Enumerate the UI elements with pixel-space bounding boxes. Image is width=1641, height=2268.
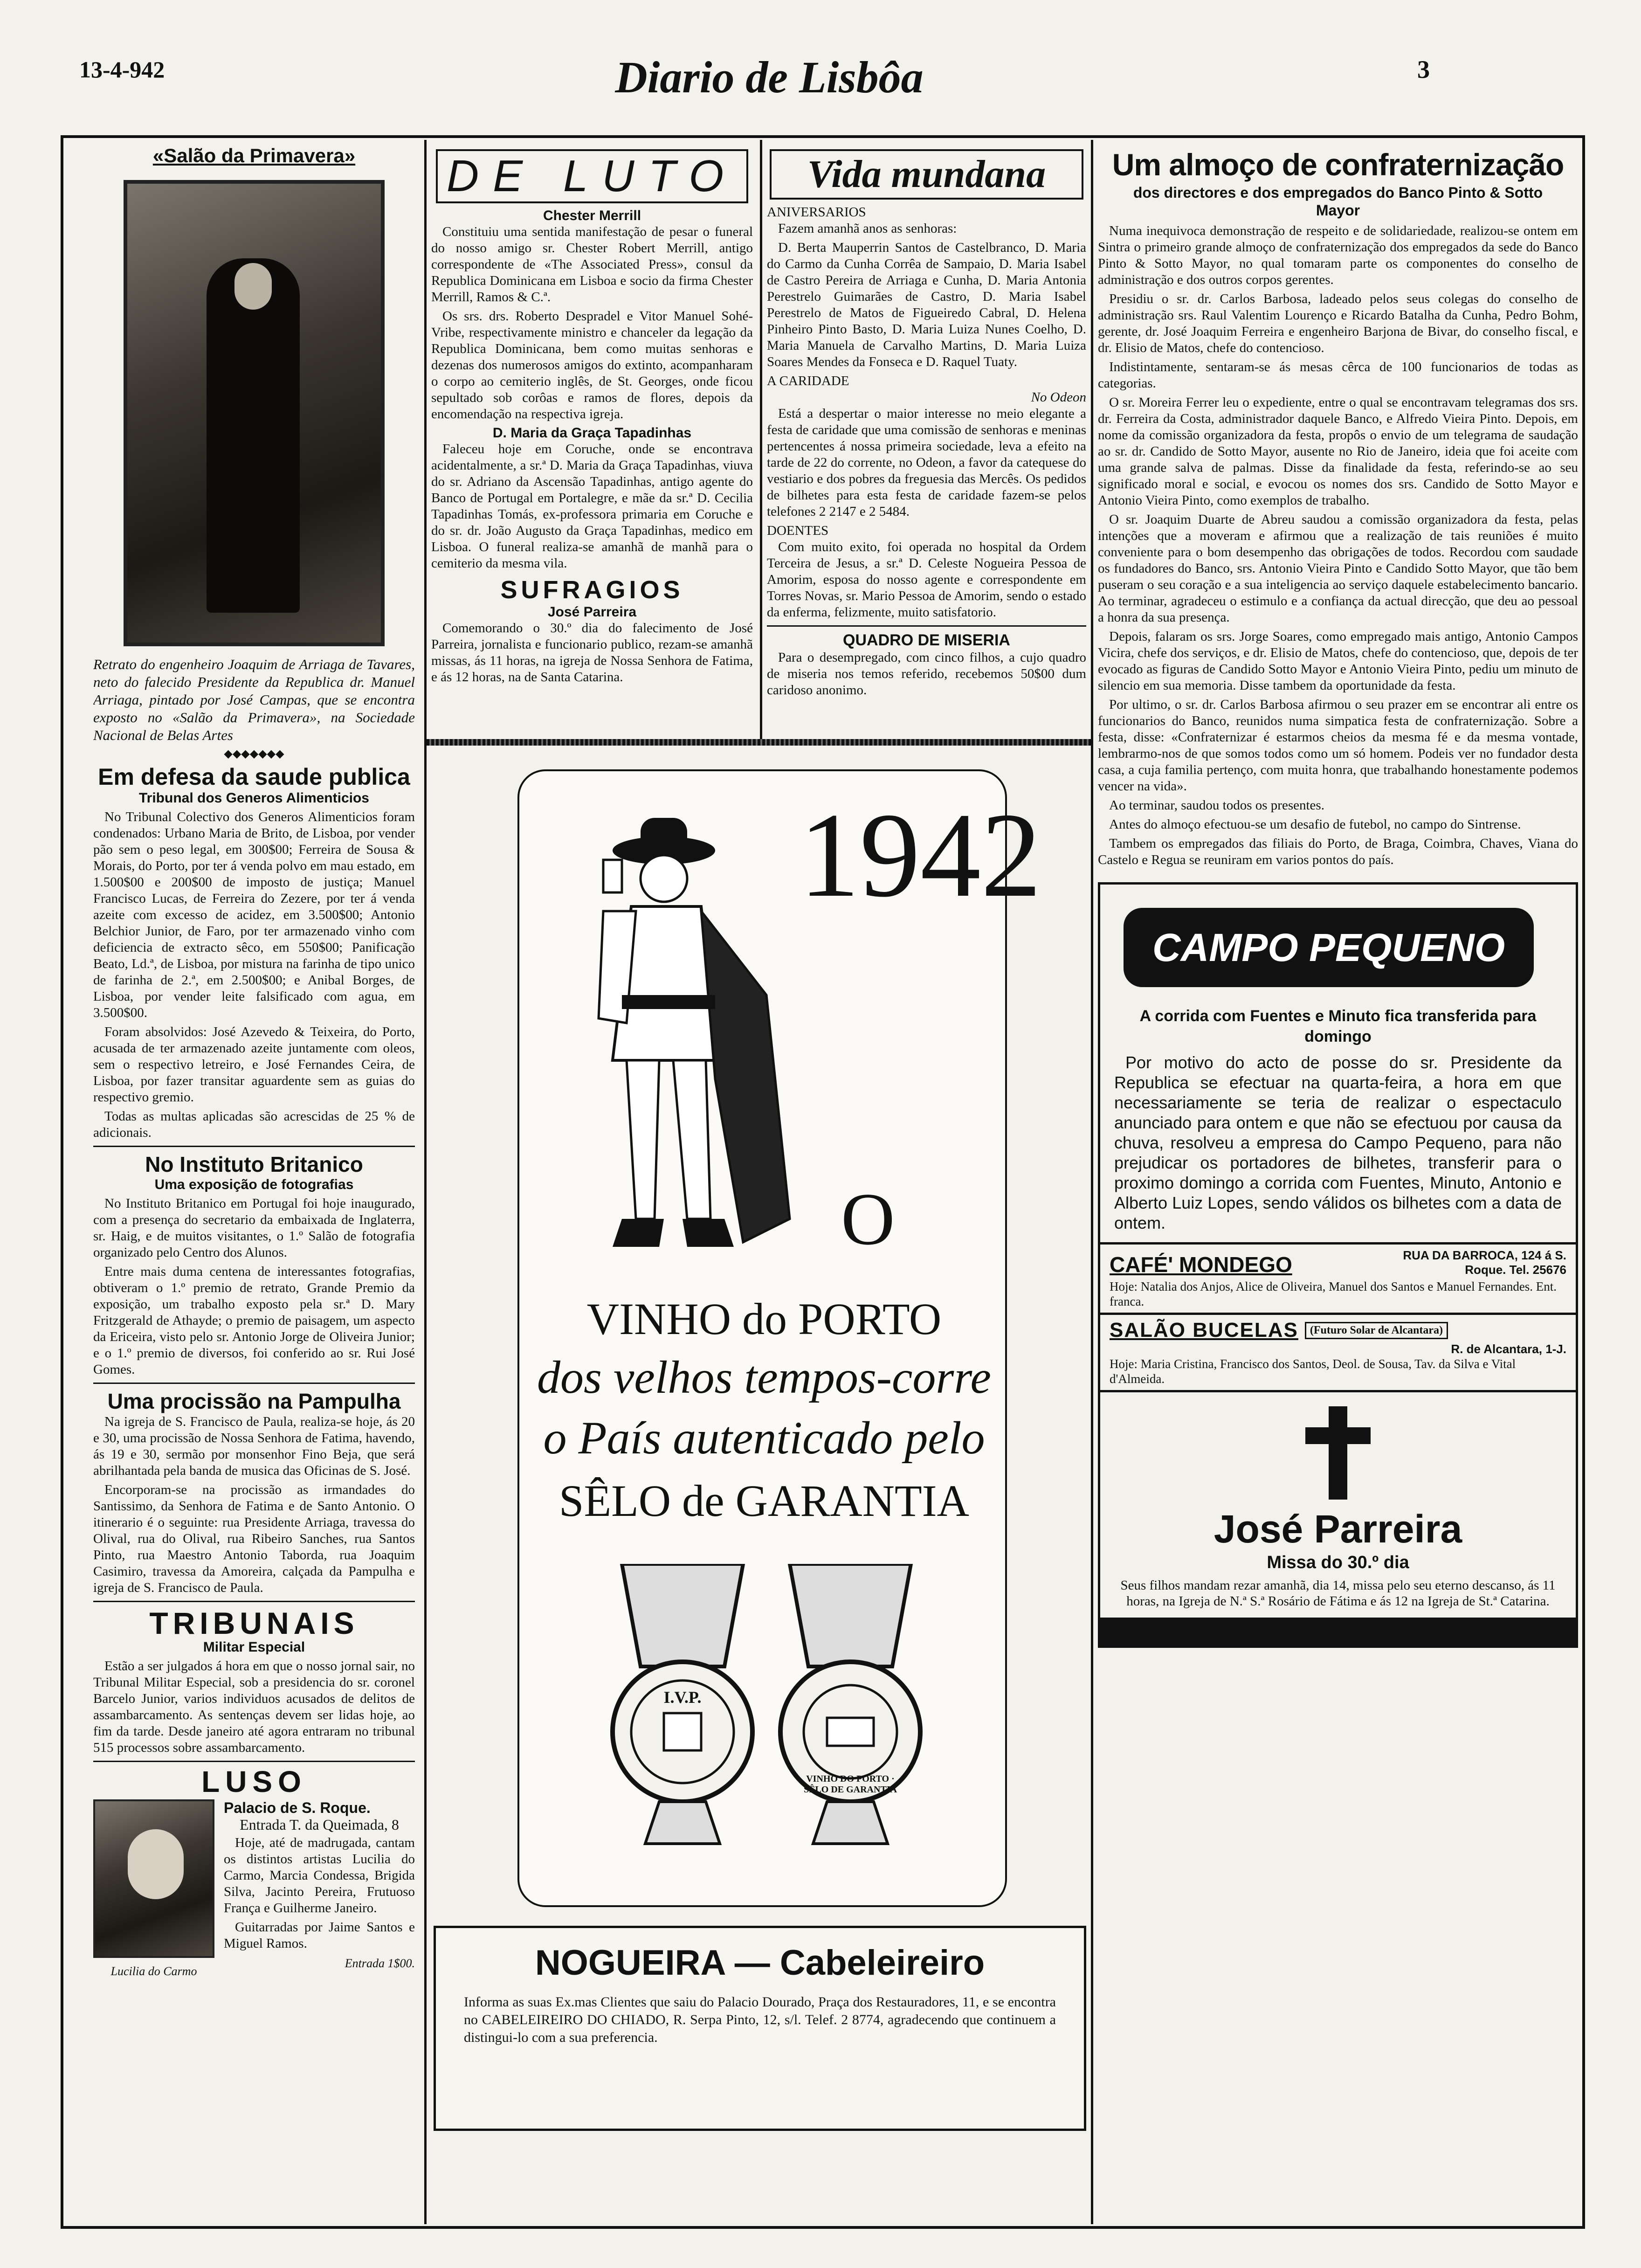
nogueira-ad — [434, 1926, 1086, 2131]
procissao-heading: Uma procissão na Pampulha — [107, 1389, 401, 1413]
luso-photo-caption: Lucilia do Carmo — [110, 1964, 197, 1978]
luto-heading: DE LUTO — [436, 149, 748, 203]
saude-paragraph: No Tribunal Colectivo dos Generos Alimenticios foram condenados: Urbano Maria de Brito, de Lisboa, por vender pão sem o peso legal, em 300$00; Ferreira de Sousa & Morais, do Porto, por ter á venda polvo em mau estado, em 1.500$00 e 200$00 de imposto de justiça; Manuel Francisco Lucas, de Ferreira do Zezere, por ter á venda azeite com excesso de acidez, em 3.500$00; Antonio Belchior Junior, de Faro, por ter armazenado vinho com deficiencia de extracto sêco, em 550$00; Panificação Beato, Ld.ª, de Lisboa, por mistura na farinha de tipo unico de farinha de 2.ª, em 2.500$00; e Anibal Borges, de Lisboa, por vender leite falsificado com agua, em 3.500$00. — [93, 809, 415, 1020]
corrida-heading: A corrida com Fuentes e Minuto fica transferida para domingo — [1139, 1007, 1537, 1045]
almoco-subheading: dos directores e dos empregados do Banco Pinto & Sotto Mayor — [1133, 184, 1543, 219]
sufragios-heading: SUFRAGIOS — [500, 576, 684, 604]
campo-pequeno-logo: CAMPO PEQUENO — [1124, 908, 1534, 987]
divider — [93, 1383, 415, 1384]
bucelas-text: Hoje: Maria Cristina, Francisco dos Santos, Deol. de Sousa, Tav. da Silva e Vital d'Almeida. — [1110, 1357, 1516, 1386]
luso-venue: Palacio de S. Roque. — [224, 1799, 371, 1816]
bucelas-address: R. de Alcantara, 1-J. — [1451, 1342, 1566, 1356]
ad-line-1: VINHO do PORTO — [586, 1294, 942, 1344]
procissao-paragraph: Encorporam-se na procissão as irmandades do Santissimo, da Senhora de Fatima e de Santo Antonio. O itinerario é o seguinte: rua Presidente Arriaga, travessa do Olival, rua do Olival, rua Ribeiro Sanches, rua Santos Pinto, rua Maestro Antonio Taborda, rua Joaquim Casimiro, travessa da Amoreira, calçada da Pampulha e igreja de S. Francisco de Paula. — [93, 1482, 415, 1595]
luso-entry: Entrada T. da Queimada, 8 — [240, 1816, 399, 1833]
saude-paragraph: Todas as multas aplicadas são acrescidas de 25 % de adicionais. — [93, 1109, 415, 1140]
almoco-paragraph: Presidiu o sr. dr. Carlos Barbosa, ladeado pelos seus colegas do conselho de administração srs. Raul Valentim Lourenço e Ricardo Batalha da Cunha, Pedro Bohm, gerente, dr. José Joaquim Ferreira e engenheiro Barjona de Bivar, do conselho fiscal, e dr. Elisio de Matos, chefe do contencioso. — [1098, 291, 1578, 355]
saude-paragraph: Foram absolvidos: José Azevedo & Teixeira, do Porto, acusada de ter armazenado azeite juntamente com oleos, sem o respectivo letreiro, e José Fernandes Ceira, de Lisboa, por fazer transitar aguardente sem as guias do respectivo gremio. — [93, 1024, 415, 1105]
parreira-text: Seus filhos mandam rezar amanhã, dia 14, missa pelo seu eterno descanso, ás 11 horas, na Igreja de N.ª S.ª Rosário de Fátima e ás 12 na Igreja de St.ª Catarina. — [1120, 1578, 1556, 1609]
tapadinhas-paragraph: Faleceu hoje em Coruche, onde se encontrava acidentalmente, a sr.ª D. Maria da Graça Tapadinhas, viuva do sr. Adriano da Ascensão Tapadinhas, antigo agente do Banco de Portugal em Portalegre, e mãe da sr.ª D. Cecilia Tapadinhas Tomás, ex-professora primaria em Coruche e do sr. dr. João Augusto da Graça Tapadinhas, medico em Lisboa. O funeral realiza-se amanhã de manhã para o cemiterio da mesma vila. — [431, 442, 753, 571]
mourning-bar — [1100, 1618, 1576, 1646]
ad-line-4: SÊLO de GARANTIA — [559, 1476, 969, 1526]
divider — [767, 625, 1086, 627]
almoco-paragraph: O sr. Joaquim Duarte de Abreu saudou a comissão organizadora da festa, pelas intenções que a moveram e afirmou que a realização de tais reuniões é muito conveniente para o bom desempenho das obrigações de todos. Recordou com saudade os fundadores do Banco, srs. Antonio Vieira Pinto e Candido Sotto Mayor, que tão bem puseram o seu coração e a sua inteligencia ao serviço daquele estabelecimento bancario. Ao terminar, agradeceu o estimulo e a confiança da actual direcção, que deu ao pessoal a honra da sua presença. — [1098, 512, 1578, 625]
newspaper-title: Diario de Lisbôa — [615, 52, 924, 102]
ad-big-o: O — [841, 1177, 895, 1260]
luso-photo — [93, 1799, 214, 1958]
mondego-address: RUA DA BARROCA, 124 á S. Roque. Tel. 25676 — [1403, 1248, 1566, 1277]
britanico-paragraph: Entre mais duma centena de interessantes fotografias, obtiveram o 1.º premio de retrato, Grande Premio da exposição, um trabalho exposto pela sr.ª D. Mary Fritzgerald de Athayde; o premio de paisagem, um aspecto da Ericeira, visto pelo sr. Antonio Jorge de Oliveira Junior; e o 1.º premio de diversos, foi conferido ao sr. Rui José Gomes. — [93, 1264, 415, 1377]
mondego-text: Hoje: Natalia dos Anjos, Alice de Oliveira, Manuel dos Santos e Manuel Fernandes. Ent. franca. — [1110, 1279, 1557, 1308]
issue-date: 13-4-942 — [79, 56, 165, 83]
ad-line-2: dos velhos tempos-corre — [537, 1351, 991, 1403]
column-2 — [431, 140, 753, 737]
tapadinhas-subheading: D. Maria da Graça Tapadinhas — [492, 425, 692, 441]
portrait-face — [234, 263, 272, 310]
page-number: 3 — [1417, 55, 1430, 83]
britanico-subheading: Uma exposição de fotografias — [154, 1177, 354, 1192]
caridade-label: A CARIDADE — [767, 373, 849, 388]
caridade-place: No Odeon — [1031, 390, 1086, 405]
divider — [93, 1761, 415, 1762]
garantia-seal-label: VINHO DO PORTO · SÊLO DE GARANTIA — [803, 1774, 897, 1795]
column-rule-3 — [1091, 140, 1093, 2224]
almoco-paragraph: Indistintamente, sentaram-se ás mesas cêrca de 100 funcionarios de todas as categorias. — [1098, 360, 1578, 391]
saude-subheading: Tribunal dos Generos Alimenticios — [139, 790, 369, 806]
mondego-name: CAFÉ' MONDEGO — [1110, 1252, 1292, 1277]
miseria-heading: QUADRO DE MISERIA — [843, 631, 1010, 649]
procissao-paragraph: Na igreja de S. Francisco de Paula, realiza-se hoje, ás 20 e 30, uma procissão de Nossa Senhora de Fatima, havendo, ás 19 e 30, sermão por monsenhor Fino Beja, que será abrilhantada pela banda de musica das Oficinas de S. José. — [93, 1414, 415, 1478]
saude-heading: Em defesa da saude publica — [98, 764, 410, 790]
almoco-paragraph: O sr. Moreira Ferrer leu o expediente, entre o qual se encontravam telegramas dos srs. dr. Ferreira da Costa, administrador daquele Banco, e Alfredo Vieira Pinto. Depois, em nome da comissão organizadora da festa, propôs o envio de um telegrama de saudação ao sr. dr. Candido de Sotto Mayor, ausente no Rio de Janeiro, ideia que foi aceite com uma grande salva de palmas. Disse da finalidade da festa, referindo-se ao seu significado moral e social, e evocou os nomes dos srs. Candido de Sotto Mayor e Antonio Vieira Pinto, como exemplos de trabalho. — [1098, 395, 1578, 508]
aniversarios-list: D. Berta Mauperrin Santos de Castelbranco, D. Maria do Carmo da Cunha Corrêa de Sampaio, D. Maria Isabel de Castro Pereira de Arriaga e Cunha, D. Maria Antonia Perestrelo Guimarães de Castro, D. Maria Isabel Perestrelo de Matos de Figueiredo Cabral, D. Helena Pinheiro Pinto Basto, D. Maria Luiza Nunes Coelho, D. Maria Manuela de Carvalho Martins, D. Maria Luiza Soares Mendes da Fonseca e D. Raquel Tuaty. — [767, 240, 1086, 369]
tribunais-subheading: Militar Especial — [203, 1639, 305, 1655]
nogueira-title: NOGUEIRA — Cabeleireiro — [535, 1943, 985, 1983]
britanico-paragraph: No Instituto Britanico em Portugal foi hoje inaugurado, com a presença do secretario da embaixada de Inglaterra, sr. Haig, e de muitos visitantes, o 1.º Salão de fotografia organizado pelo Centro dos Alunos. — [93, 1196, 415, 1260]
luso-text: Hoje, até de madrugada, cantam os distintos artistas Lucilia do Carmo, Marcia Condessa, Brigida Silva, Jacinto Pereira, Frutuoso França e Guilherme Janeiro. — [224, 1835, 415, 1915]
mondego-box — [1098, 1245, 1578, 1315]
column-1 — [93, 140, 415, 2220]
doentes-paragraph: Com muito exito, foi operada no hospital da Ordem Terceira de Jesus, a sr.ª D. Celeste Nogueira Pessoa de Amorim, esposa do nosso agente e correspondente em Torres Novas, sr. Mario Pessoa de Amorim, sendo o estado da enferma, felizmente, muito satisfatorio. — [767, 539, 1086, 620]
aniversarios-intro: Fazem amanhã anos as senhoras: — [778, 221, 957, 236]
cavalier-illustration — [547, 799, 808, 1321]
vinho-do-porto-ad — [517, 769, 1041, 1907]
parreira-subheading: Missa do 30.º dia — [1267, 1553, 1409, 1572]
salao-heading: «Salão da Primavera» — [152, 145, 356, 166]
almoco-paragraph: Tambem os empregados das filiais do Porto, de Braga, Coimbra, Chaves, Viana do Castelo e Regua se reuniram em varios pontos do país. — [1098, 836, 1578, 867]
luso-guitar: Guitarradas por Jaime Santos e Miguel Ramos. — [224, 1920, 415, 1951]
almoco-paragraph: Antes do almoço efectuou-se um desafio de futebol, no campo do Sintrense. — [1109, 817, 1521, 832]
parreira-memorial — [1098, 1392, 1578, 1648]
caridade-paragraph: Está a despertar o maior interesse no meio elegante a festa de caridade que uma comissão de senhoras e meninas pertencentes á nossa primeira sociedade, leva a efeito na tarde de 22 do corrente, no Odeon, a favor da catequese do vestiario e dos pobres da freguesia das Mercês. Os pedidos de bilhetes para esta festa de caridade fazem-se pelos telefones 2 2147 e 2 5484. — [767, 406, 1086, 519]
almoco-paragraph: Depois, falaram os srs. Jorge Soares, como empregado mais antigo, Antonio Campos Vicira, chefe dos serviços, e dr. Elisio de Matos, chefe do contencioso, que, depois de ter evocado as figuras de Candido Sotto Mayor e Antonio Vieira Pinto, pediu um minuto de silencio em sua memoria. Disse tambem da oportunidade da festa. — [1098, 629, 1578, 693]
britanico-heading: No Instituto Britanico — [145, 1152, 363, 1176]
divider — [93, 1146, 415, 1147]
almoco-heading: Um almoço de confraternização — [1112, 147, 1564, 182]
corrida-paragraph: Por motivo do acto de posse do sr. Presidente da Republica se efectuar na quarta-feira, a hora em que necessariamente se teria de realizar o espectaculo anunciado para ontem e que não se efectuou por causa da chuva, resolveu a empresa do Campo Pequeno, para não prejudicar os portadores de bilhetes, transferir para o proximo domingo a corrida com Fuentes, Minuto, Antonio e Alberto Luiz Lopes, sendo válidos os bilhetes com a data de ontem. — [1114, 1053, 1562, 1232]
ivp-seal-label: I.V.P. — [663, 1688, 702, 1707]
ivp-seal-icon — [603, 1564, 762, 1853]
luso-photo-face — [128, 1829, 184, 1899]
portrait-photo — [124, 180, 385, 646]
sufragios-paragraph: Comemorando o 30.º dia do falecimento de José Parreira, jornalista e funcionario publico, rezam-se amanhã missas, ás 11 horas, na igreja de Nossa Senhora de Fatima, e ás 12 horas, na de Santa Catarina. — [431, 621, 753, 685]
vida-heading: Vida mundana — [770, 149, 1083, 200]
miseria-paragraph: Para o desempregado, com cinco filhos, a cujo quadro de miseria nos temos referido, recebemos 50$00 dum caridoso anonimo. — [767, 650, 1086, 698]
cross-icon — [1110, 1402, 1566, 1504]
bucelas-name: SALÃO BUCELAS — [1110, 1319, 1298, 1341]
column-rule-2 — [760, 140, 762, 741]
luso-block — [93, 1799, 415, 2000]
section-rule — [427, 739, 1091, 746]
almoco-paragraph: Ao terminar, saudou todos os presentes. — [1109, 798, 1324, 813]
luso-heading: LUSO — [201, 1765, 307, 1798]
garantia-seal-icon — [771, 1564, 930, 1853]
merrill-paragraph: Os srs. drs. Roberto Despradel e Vitor Manuel Sohé-Vribe, respectivamente ministro e chanceler da legação da Republica Dominicana, bem como muitas senhoras e dezenas dos numerosos amigos do extinto, acompanharam o corpo ao cemiterio inglês, de St. Georges, onde ficou sepultado sob corôas e ramos de flores, depois da encomendação na respectiva igreja. — [431, 309, 753, 422]
merrill-paragraph: Constituiu uma sentida manifestação de pesar o funeral do nosso amigo sr. Chester Robert Merrill, antigo correspondente de «The Associated Press», consul da Republica Dominicana em Lisboa e socio da firma Chester Merrill, Ramos & C.ª. — [431, 224, 753, 304]
luso-entry-price: Entrada 1$00. — [345, 1957, 415, 1970]
nogueira-text: Informa as suas Ex.mas Clientes que saiu do Palacio Dourado, Praça dos Restauradores, 11, e se encontra no CABELEIREIRO DO CHIADO, R. Serpa Pinto, 12, s/l. Telef. 2 8774, agradecendo que continuem a distingui-lo com a sua preferencia. — [464, 1994, 1056, 2045]
tribunais-heading: TRIBUNAIS — [149, 1606, 359, 1640]
campo-pequeno-box — [1098, 882, 1578, 1245]
bucelas-tag: (Futuro Solar de Alcantara) — [1305, 1322, 1448, 1339]
almoco-paragraph: Numa inequivoca demonstração de respeito e de solidariedade, realizou-se ontem em Sintra o primeiro grande almoço de confraternização dos empregados da sede do Banco Pinto & Sotto Mayor, no qual tomaram parte os componentes do conselho de administração e dos outros corpos gerentes. — [1098, 223, 1578, 287]
merrill-subheading: Chester Merrill — [543, 208, 641, 223]
ornament-divider: ◆◆◆◆◆◆◆ — [224, 748, 284, 760]
ad-year: 1942 — [799, 788, 1041, 922]
column-rule-1 — [424, 140, 427, 2224]
bucelas-box — [1098, 1315, 1578, 1392]
divider — [93, 1601, 415, 1602]
sufragios-subheading: José Parreira — [547, 604, 637, 620]
aniversarios-label: ANIVERSARIOS — [767, 205, 866, 220]
doentes-label: DOENTES — [767, 523, 829, 538]
column-3 — [767, 140, 1086, 737]
column-4 — [1098, 140, 1578, 2220]
parreira-name: José Parreira — [1214, 1507, 1462, 1551]
ad-line-3: o País autenticado pelo — [543, 1412, 985, 1464]
photo-caption: Retrato do engenheiro Joaquim de Arriaga de Tavares, neto do falecido Presidente da Republica dr. Manuel Arriaga, pintado por José Campas, que se encontra exposto no «Salão da Primavera», na Sociedade Nacional de Belas Artes — [93, 656, 415, 743]
tribunais-paragraph: Estão a ser julgados á hora em que o nosso jornal sair, no Tribunal Militar Especial, sob a presidencia do sr. coronel Barcelo Junior, varios individuos acusados de delitos de assambarcamento. As sentenças devem ser lidas hoje, ao fim da tarde. Desde janeiro até agora entraram no tribunal 515 processos sobre assambarcamento. — [93, 1659, 415, 1755]
almoco-paragraph: Por ultimo, o sr. dr. Carlos Barbosa afirmou o seu prazer em se encontrar ali entre os funcionarios do Banco, reunidos numa simpatica festa de confraternização. Sobre a festa, disse: «Confraternizar é estarmos cheios da mesma fé e da mesma vontade, lembrarmo-nos de que somos todos como um só homem. Podeis ver no fundador desta casa, a cuja familia pertenço, com muita honra, que trabalhando honestamente podemos vencer na vida». — [1098, 697, 1578, 794]
portrait-figure — [207, 258, 300, 613]
